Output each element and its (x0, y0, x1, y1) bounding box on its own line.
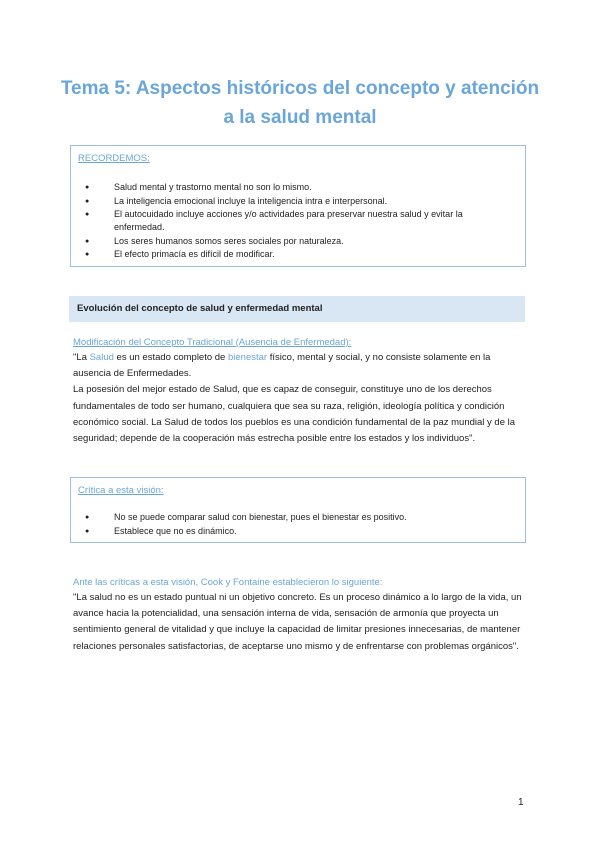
list-item: ● El autocuidado incluye acciones y/o actividades para preservar nuestra salud y evitar la enfermedad. (85, 208, 515, 234)
list-item: ● El efecto primacía es difícil de modificar. (85, 248, 515, 261)
recordemos-list (85, 181, 515, 262)
quote-open: "La (73, 352, 90, 363)
critica-list (85, 511, 515, 538)
section-heading: Evolución del concepto de salud y enfermedad mental (69, 296, 525, 322)
list-item: ● Los seres humanos somos seres sociales por naturaleza. (85, 235, 515, 248)
paragraph-text: físico, mental y social, y no consiste solamente en la ausencia de Enfermedades. (73, 352, 491, 380)
recordemos-label: RECORDEMOS: (78, 153, 150, 164)
term-salud: Salud (89, 352, 114, 363)
paragraph-text: es un estado completo de (113, 352, 228, 363)
list-item: ● Salud mental y trastorno mental no son lo mismo. (85, 181, 515, 194)
list-item: ● La inteligencia emocional incluye la inteligencia intra e interpersonal. (85, 195, 515, 208)
page-title: Tema 5: Aspectos históricos del concepto y atención a la salud mental (60, 78, 540, 128)
critica-box (70, 477, 526, 543)
critica-label: Crítica a esta visión: (78, 485, 164, 496)
term-bienestar: bienestar (227, 352, 268, 363)
paragraph-text: La posesión del mejor estado de Salud, que es capaz de conseguir, constituye uno de los derechos fundamentales de todo ser humano, cualquiera que sea su raza, religión, ideología política y condición económico social. La Salud de todos los pueblos es una condición fundamental de la paz mundial y de la seguridad; depende de la cooperación más estrecha posible entre los estados y los individuos". (73, 384, 516, 445)
page-number: 1 (518, 797, 524, 808)
modificacion-heading: Modificación del Concepto Tradicional (Ausencia de Enfermedad): (73, 337, 352, 348)
recordemos-box (70, 145, 526, 267)
list-item: ● Establece que no es dinámico. (85, 525, 515, 538)
modificacion-paragraph (73, 350, 531, 447)
cook-fontaine-paragraph: "La salud no es un estado puntual ni un objetivo concreto. Es un proceso dinámico a lo largo de la vida, un avance hacia la potencialidad, una sensación interna de vida, sensación de armonía que proyecta un sentimiento general de vitalidad y que incluye la capacidad de limitar presiones innecesarias, de mantener relaciones personales satisfactorias, de aceptarse uno mismo y de enfrentarse con problemas orgánicos". (73, 592, 522, 652)
list-item: ● No se puede comparar salud con bienestar, pues el bienestar es positivo. (85, 511, 515, 524)
cook-fontaine-heading: Ante las críticas a esta visión, Cook y Fontaine establecieron lo siguiente: (73, 577, 383, 588)
